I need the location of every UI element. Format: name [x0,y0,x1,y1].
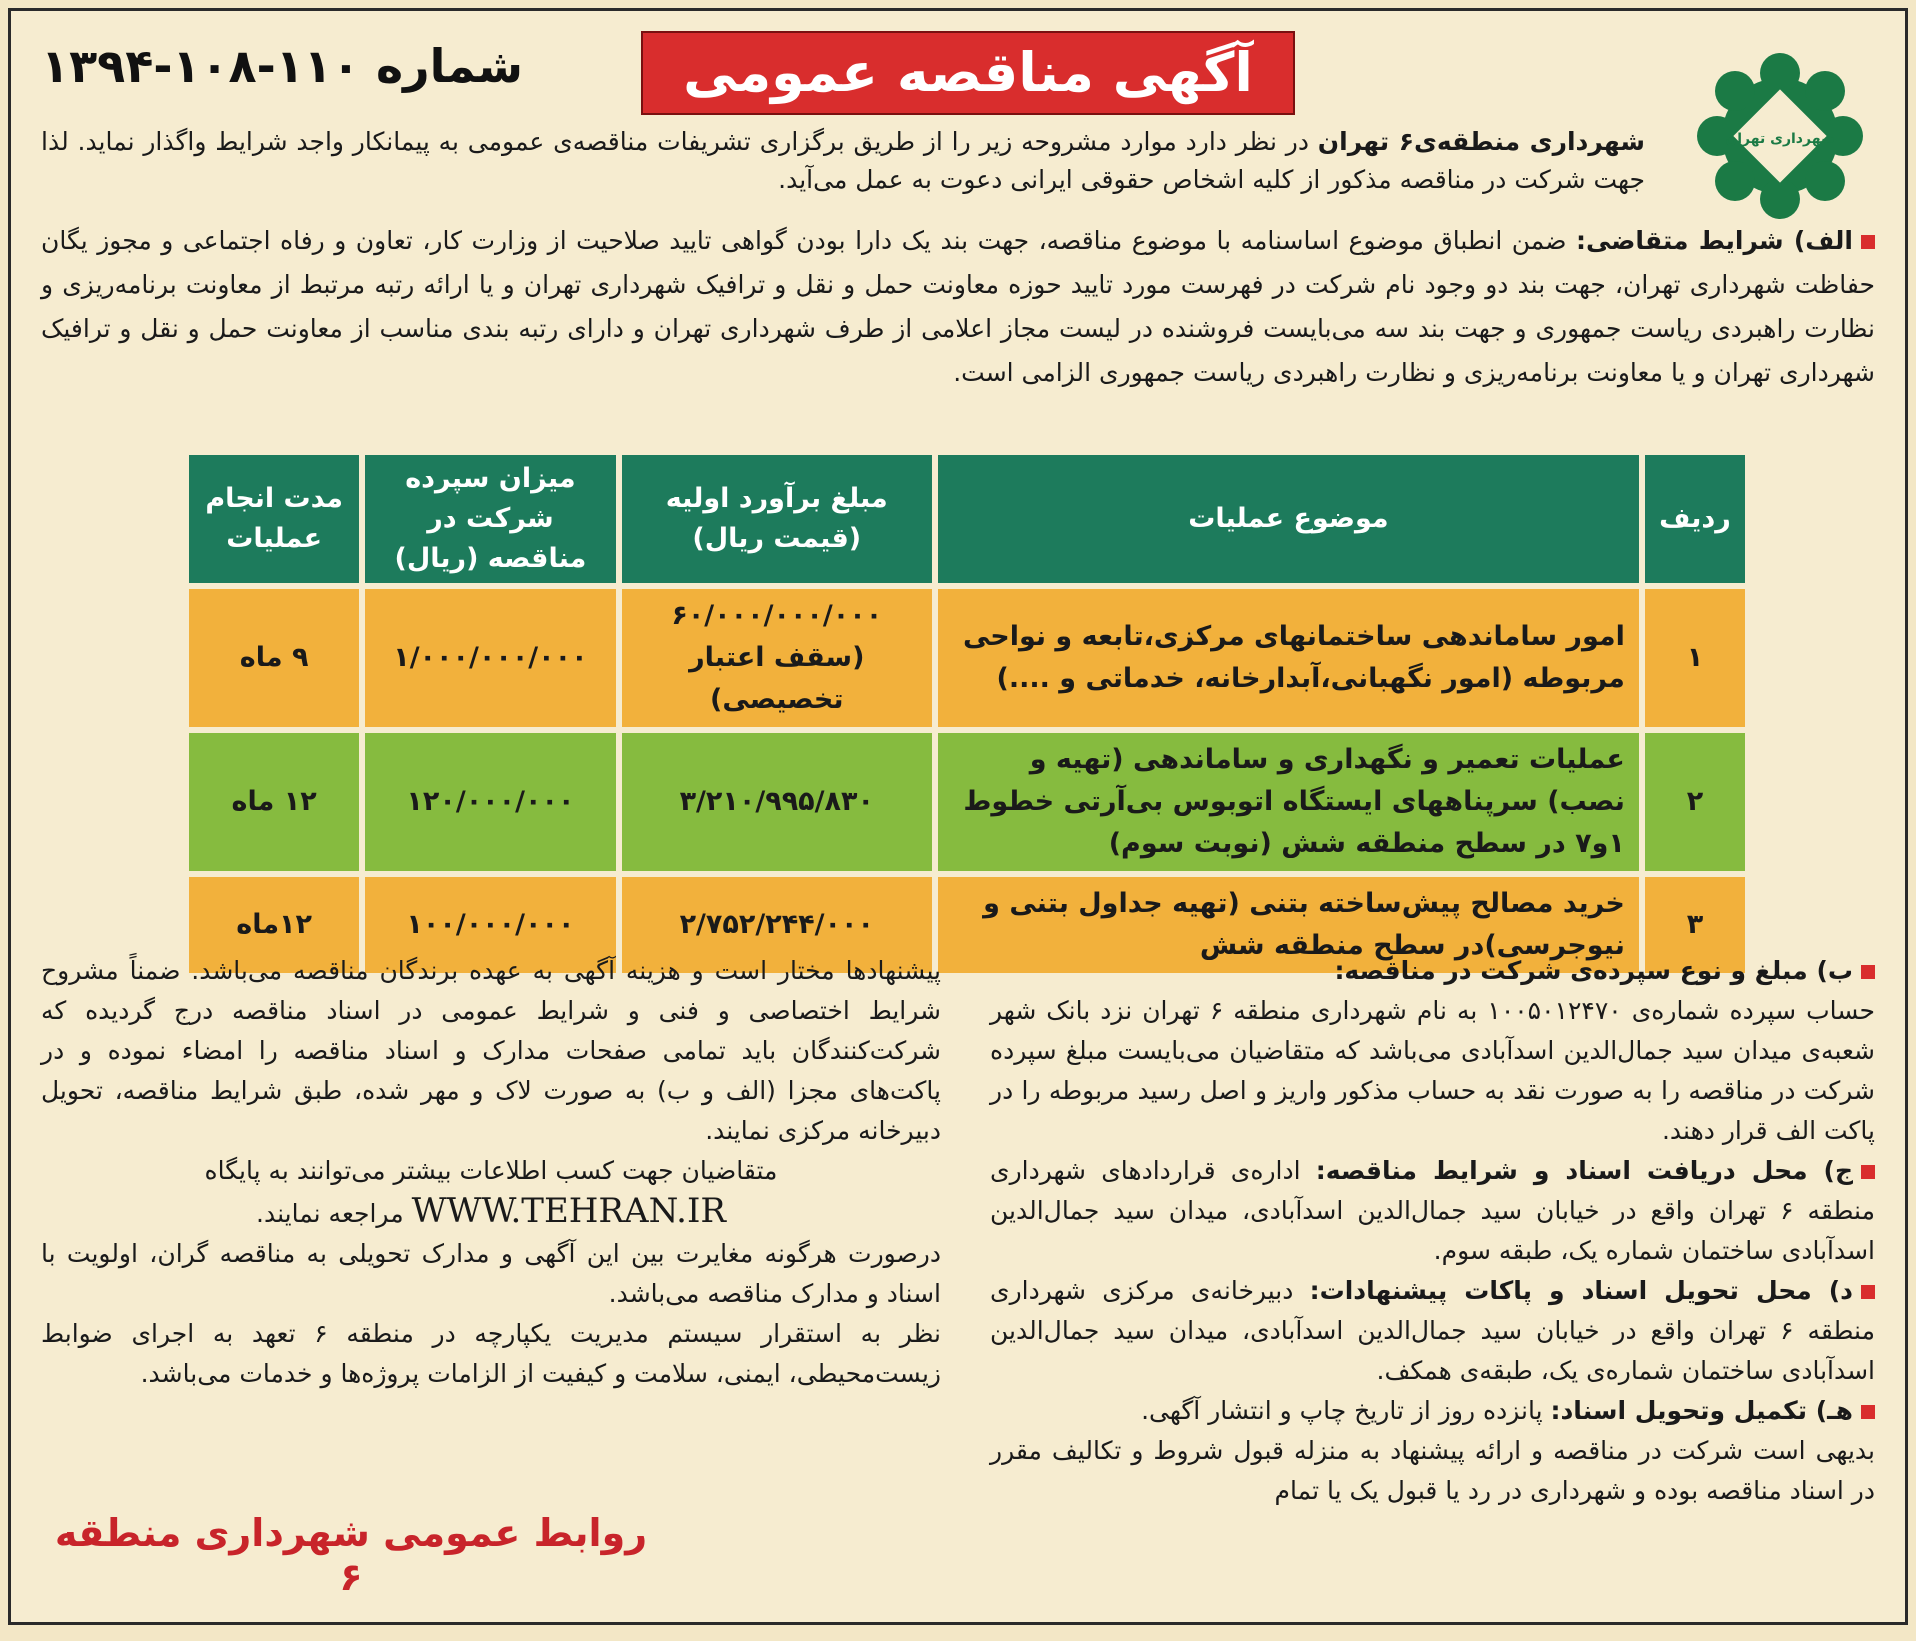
cell-row: ۱ [1645,589,1745,727]
left-paragraph-4: درصورت هرگونه مغایرت بین این آگهی و مدارک تحویلی به مناقصه گران، اولویت با اسناد و مدارک مناقصه می‌باشد. [41,1239,941,1308]
cell-estimate: ۳/۲۱۰/۹۹۵/۸۳۰ [622,733,932,871]
cell-duration: ۱۲ ماه [189,733,359,871]
cell-subject: عملیات تعمیر و نگهداری و ساماندهی (تهیه و نصب) سرپناههای ایستگاه اتوبوس بی‌آرتی خطوط ۱و۷ در سطح منطقه شش (نوبت سوم) [938,733,1639,871]
left-column [41,951,941,1394]
bullet-square-icon [1861,965,1875,979]
section-b-heading: ب) مبلغ و نوع سپرده‌ی شرکت در مناقصه: [1334,956,1853,985]
cell-row: ۳ [1645,877,1745,973]
section-c-heading: ج) محل دریافت اسناد و شرایط مناقصه: [1315,1156,1853,1185]
cell-estimate: ۶۰/۰۰۰/۰۰۰/۰۰۰ (سقف اعتبار تخصیصی) [622,589,932,727]
section-a-heading: الف) شرایط متقاضی: [1575,226,1853,255]
section-b [990,951,1875,1151]
notice-title: آگهی مناقصه عمومی [641,31,1295,115]
left-paragraph-3: مراجعه نمایند. [256,1199,404,1228]
section-a-text: ضمن انطباق موضوع اساسنامه با موضوع مناقصه، جهت بند یک دارا بودن گواهی تایید صلاحیت از وزارت کار، تعاون و رفاه اجتماعی و مجوز یگان حفاظت شهرداری تهران، جهت بند دو وجود نام شرکت در فهرست مورد تایید حوزه معاونت حمل و نقل و ترافیک شهرداری تهران و یا ارائه رتبه مرتبط از معاونت برنامه‌ریزی و نظارت راهبردی ریاست جمهوری و جهت بند سه می‌بایست فروشنده در لیست مجاز اعلامی از طرف شهرداری تهران و دارای رتبه بندی مناسب از معاونت حمل و نقل و ترافیک شهرداری تهران و یا معاونت برنامه‌ریزی و نظارت راهبردی ریاست جمهوری الزامی است. [41,226,1875,387]
notice-number: شماره ۱۱۰-۱۰۸-۱۳۹۴ [41,39,523,93]
section-c-text: اداره‌ی قراردادهای شهرداری منطقه ۶ تهران واقع در خیابان سید جمال‌الدین اسدآبادی، میدان سید جمال‌الدین اسدآبادی ساختمان شماره یک، طبقه سوم. [990,1156,1875,1265]
logo-text: شهرداری تهران [1725,131,1835,147]
left-paragraph-1: پیشنهادها مختار است و هزینه آگهی به عهده برندگان مناقصه می‌باشد. ضمناً مشروح شرایط اختصاصی و فنی و شرایط عمومی در اسناد مناقصه درج گردیده که شرکت‌کنندگان باید تمامی صفحات مدارک و اسناد مناقصه را امضاء نموده و در پاکت‌های مجزا (الف و ب) به صورت لاک و مهر شده، طبق شرایط مناقصه، تحویل دبیرخانه مرکزی نمایند. [41,956,941,1145]
tehran-municipality-logo-icon [1695,51,1865,221]
section-e [990,1391,1875,1511]
cell-subject: خرید مصالح پیش‌ساخته بتنی (تهیه جداول بتنی و نیوجرسی)در سطح منطقه شش [938,877,1639,973]
header-estimate: مبلغ برآورد اولیه (قیمت ریال) [622,455,932,583]
public-relations-signature: روابط عمومی شهرداری منطقه ۶ [54,1511,648,1599]
bullet-square-icon [1861,1405,1875,1419]
section-e-text2: بدیهی است شرکت در مناقصه و ارائه پیشنهاد به منزله قبول شروط و تکالیف مقرر در اسناد مناقصه بوده و شهرداری در رد یا قبول یک یا تمام [990,1436,1875,1505]
header-subject: موضوع عملیات [938,455,1639,583]
website-link[interactable]: WWW.TEHRAN.IR [411,1191,726,1231]
section-c [990,1151,1875,1271]
table-row [189,733,1745,871]
bullet-square-icon [1861,1285,1875,1299]
cell-subject: امور ساماندهی ساختمانهای مرکزی،تابعه و نواحی مربوطه (امور نگهبانی،آبدارخانه، خدماتی و ....) [938,589,1639,727]
cell-deposit: ۱۰۰/۰۰۰/۰۰۰ [365,877,615,973]
cell-deposit: ۱/۰۰۰/۰۰۰/۰۰۰ [365,589,615,727]
table-row [189,589,1745,727]
bullet-square-icon [1861,1165,1875,1179]
cell-deposit: ۱۲۰/۰۰۰/۰۰۰ [365,733,615,871]
operations-table [183,449,1751,979]
section-e-heading: هـ) تکمیل وتحویل اسناد: [1550,1396,1853,1425]
section-e-text: پانزده روز از تاریخ چاپ و انتشار آگهی. [1141,1396,1551,1425]
left-paragraph-2: متقاضیان جهت کسب اطلاعات بیشتر می‌توانند به پایگاه [204,1156,778,1185]
cell-estimate: ۲/۷۵۲/۲۴۴/۰۰۰ [622,877,932,973]
org-name: شهرداری منطقه‌ی۶ تهران [1317,127,1645,156]
section-d-text: دبیرخانه‌ی مرکزی شهرداری منطقه ۶ تهران واقع در خیابان سید جمال‌الدین اسدآبادی، میدان سید جمال‌الدین اسدآبادی ساختمان شماره‌ی یک، طبقه‌ی همکف. [990,1276,1875,1385]
cell-duration: ۱۲ماه [189,877,359,973]
section-a [41,219,1875,395]
cell-duration: ۹ ماه [189,589,359,727]
section-b-text: حساب سپرده شماره‌ی ۱۰۰۵۰۱۲۴۷۰ به نام شهرداری منطقه ۶ تهران نزد بانک شهر شعبه‌ی میدان سید جمال‌الدین اسدآبادی می‌باشد که متقاضیان می‌بایست مبلغ سپرده شرکت در مناقصه را به صورت نقد به حساب مذکور واریز و اصل رسید مربوطه را در پاکت الف قرار دهند. [990,996,1875,1145]
intro-paragraph [41,123,1645,199]
left-paragraph-5: نظر به استقرار سیستم مدیریت یکپارچه در منطقه ۶ تعهد به اجرای ضوابط زیست‌محیطی، ایمنی، سلامت و کیفیت از الزامات پروژه‌ها و خدمات می‌باشد. [41,1319,941,1388]
section-d [990,1271,1875,1391]
cell-row: ۲ [1645,733,1745,871]
intro-text: در نظر دارد موارد مشروحه زیر را از طریق برگزاری تشریفات مناقصه‌ی عمومی به پیمانکار واجد شرایط واگذار نماید. لذا جهت شرکت در مناقصه مذکور از کلیه اشخاص حقوقی ایرانی دعوت به عمل می‌آید. [41,127,1645,194]
header-duration: مدت انجام عملیات [189,455,359,583]
right-column [990,951,1875,1511]
section-d-heading: د) محل تحویل اسناد و پاکات پیشنهادات: [1309,1276,1854,1305]
header-row-number: ردیف [1645,455,1745,583]
tender-notice [8,8,1908,1625]
bullet-square-icon [1861,235,1875,249]
header-deposit: میزان سپرده شرکت در مناقصه (ریال) [365,455,615,583]
